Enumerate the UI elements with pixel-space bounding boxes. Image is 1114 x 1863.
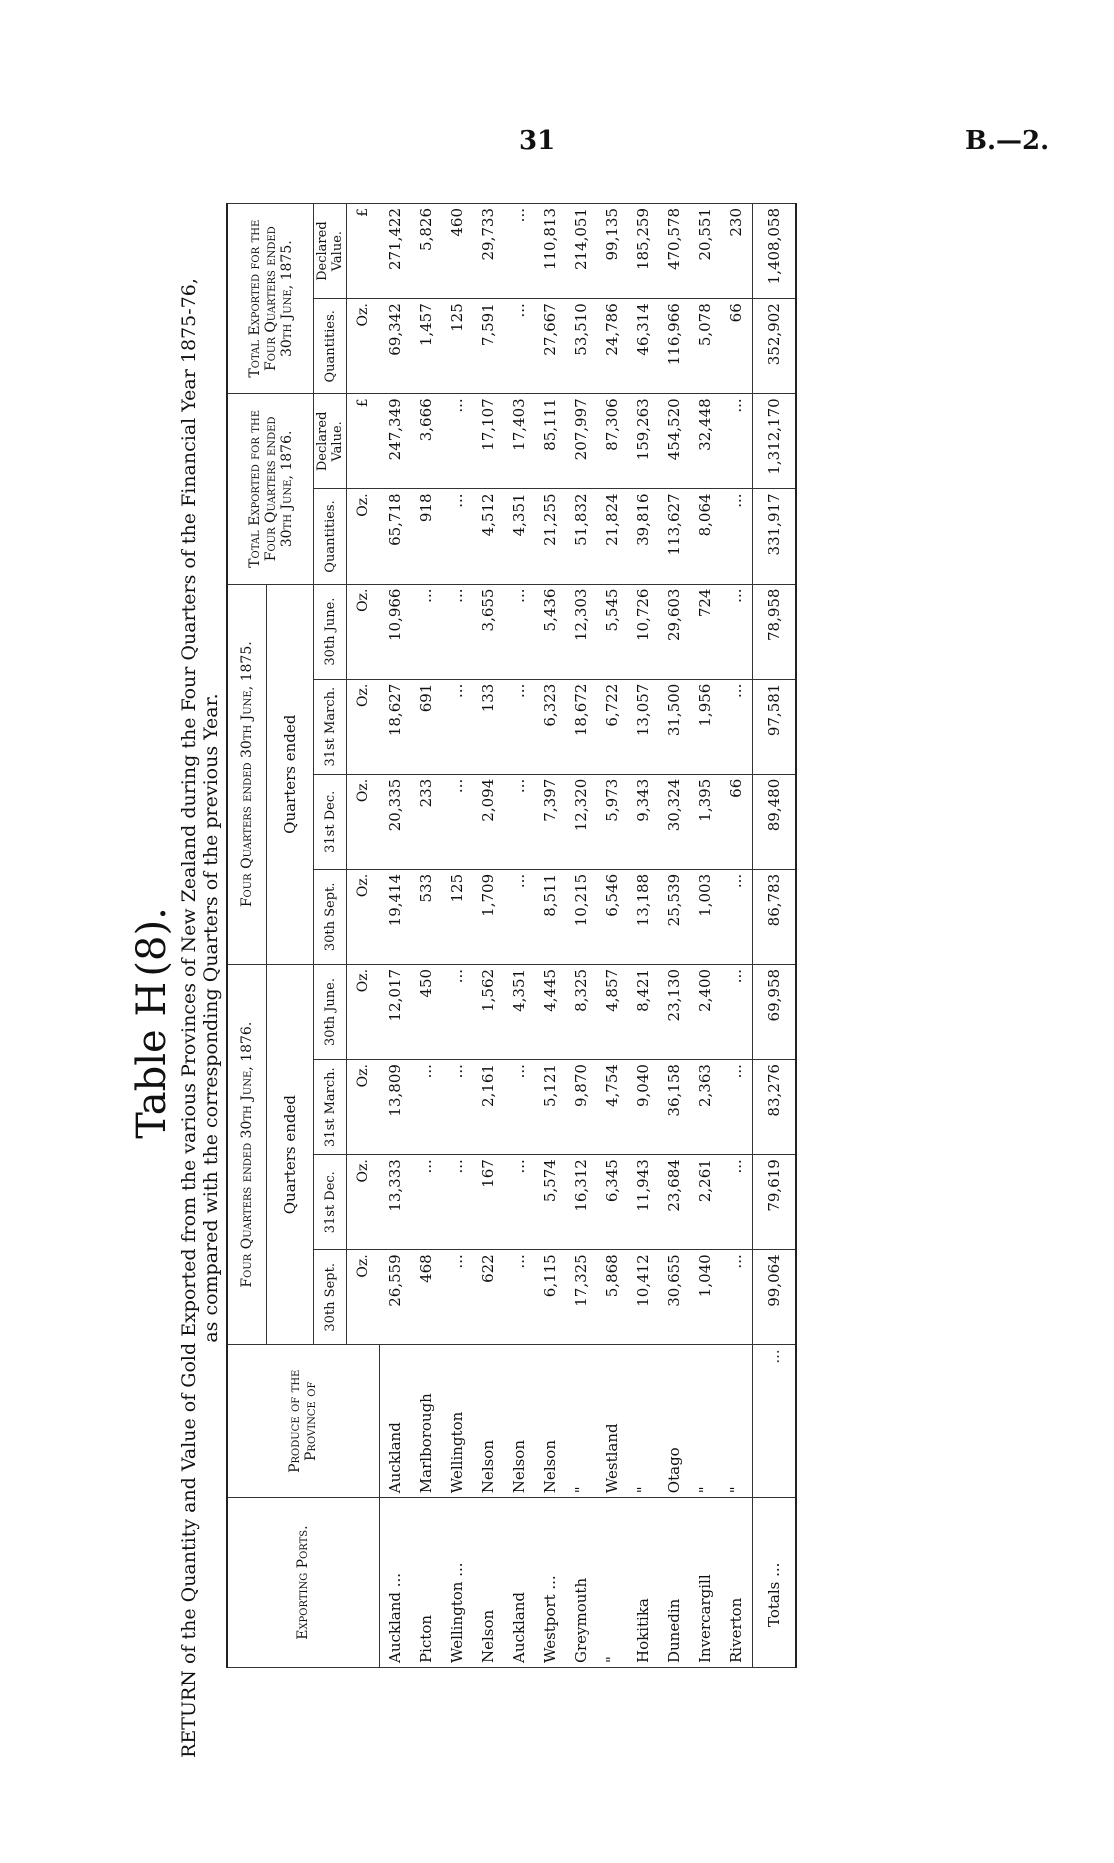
value-cell: 214,051 — [566, 204, 597, 299]
table-row — [721, 204, 753, 1668]
value-cell: ... — [504, 584, 535, 679]
header-quantities-1876: Quantities. — [314, 489, 347, 584]
value-cell: 10,726 — [628, 584, 659, 679]
value-cell: 20,551 — [690, 204, 721, 299]
value-cell: 9,870 — [566, 1060, 597, 1155]
value-cell: ... — [411, 1060, 442, 1155]
value-cell: ... — [721, 964, 753, 1059]
value-cell: 11,943 — [628, 1155, 659, 1250]
value-cell: ... — [411, 1155, 442, 1250]
value-cell: 13,188 — [628, 869, 659, 964]
value-cell: 21,255 — [535, 489, 566, 584]
value-cell: ... — [442, 964, 473, 1059]
header-q3-1875: 31st March. — [314, 679, 347, 774]
header-q4-1875: 30th June. — [314, 584, 347, 679]
value-cell: 8,511 — [535, 869, 566, 964]
province-cell: " — [566, 1345, 597, 1498]
value-cell: ... — [721, 1250, 753, 1345]
value-cell: 65,718 — [379, 489, 411, 584]
value-cell: 4,857 — [597, 964, 628, 1059]
value-cell: 3,655 — [473, 584, 504, 679]
header-total-1876: Total Exported for the Four Quarters ended 30th June, 1876. — [227, 394, 314, 584]
value-cell: 2,261 — [690, 1155, 721, 1250]
province-cell: " — [628, 1345, 659, 1498]
unit-pound: £ — [347, 394, 380, 489]
totals-province-dots: ... — [752, 1345, 796, 1498]
value-cell: ... — [442, 1250, 473, 1345]
table-row — [535, 204, 566, 1668]
value-cell: 13,809 — [379, 1060, 411, 1155]
value-cell: ... — [442, 1155, 473, 1250]
return-description-cont: as compared with the corresponding Quarters of the previous Year. — [200, 693, 222, 1343]
unit-oz: Oz. — [347, 584, 380, 679]
value-cell: 1,003 — [690, 869, 721, 964]
port-cell: Westport ... — [535, 1498, 566, 1668]
header-quarters-ended-1876: Quarters ended — [267, 964, 314, 1344]
value-cell: ... — [411, 584, 442, 679]
value-cell: 4,445 — [535, 964, 566, 1059]
value-cell: ... — [442, 774, 473, 869]
totals-cell: 1,312,170 — [752, 394, 796, 489]
value-cell: ... — [721, 1155, 753, 1250]
value-cell: 5,436 — [535, 584, 566, 679]
value-cell: 5,545 — [597, 584, 628, 679]
value-cell: 7,591 — [473, 299, 504, 394]
table-row — [628, 204, 659, 1668]
value-cell: 2,400 — [690, 964, 721, 1059]
value-cell: 53,510 — [566, 299, 597, 394]
rotated-sheet — [0, 183, 1114, 1863]
value-cell: 12,017 — [379, 964, 411, 1059]
value-cell: 87,306 — [597, 394, 628, 489]
value-cell: ... — [442, 584, 473, 679]
value-cell: 17,325 — [566, 1250, 597, 1345]
value-cell: 30,324 — [659, 774, 690, 869]
value-cell: 5,078 — [690, 299, 721, 394]
value-cell: 5,574 — [535, 1155, 566, 1250]
province-cell: " — [721, 1345, 753, 1498]
header-produce-province: Produce of the Province of — [227, 1345, 379, 1498]
province-cell: Otago — [659, 1345, 690, 1498]
province-cell: Nelson — [473, 1345, 504, 1498]
totals-cell: 86,783 — [752, 869, 796, 964]
table-row — [411, 204, 442, 1668]
header-four-quarters-1876: Four Quarters ended 30th June, 1876. — [227, 964, 267, 1344]
value-cell: 69,342 — [379, 299, 411, 394]
value-cell: ... — [721, 679, 753, 774]
port-cell: Auckland — [504, 1498, 535, 1668]
value-cell: 133 — [473, 679, 504, 774]
page-number: 31 — [519, 126, 556, 156]
value-cell: 27,667 — [535, 299, 566, 394]
value-cell: 233 — [411, 774, 442, 869]
value-cell: 6,722 — [597, 679, 628, 774]
value-cell: 4,512 — [473, 489, 504, 584]
value-cell: 125 — [442, 299, 473, 394]
header-value-1876: Declared Value. — [314, 394, 347, 489]
table-row — [597, 204, 628, 1668]
totals-cell: 69,958 — [752, 964, 796, 1059]
value-cell: 1,709 — [473, 869, 504, 964]
value-cell: ... — [442, 1060, 473, 1155]
port-cell: Invercargill — [690, 1498, 721, 1668]
value-cell: 36,158 — [659, 1060, 690, 1155]
value-cell: 2,363 — [690, 1060, 721, 1155]
header-total-1875: Total Exported for the Four Quarters ended 30th June, 1875. — [227, 204, 314, 394]
value-cell: 29,733 — [473, 204, 504, 299]
value-cell: 10,966 — [379, 584, 411, 679]
totals-cell: 89,480 — [752, 774, 796, 869]
value-cell: 13,333 — [379, 1155, 411, 1250]
table-row — [659, 204, 690, 1668]
port-cell: Nelson — [473, 1498, 504, 1668]
province-cell: Nelson — [535, 1345, 566, 1498]
port-cell: Auckland ... — [379, 1498, 411, 1668]
value-cell: 23,684 — [659, 1155, 690, 1250]
value-cell: 1,395 — [690, 774, 721, 869]
value-cell: 691 — [411, 679, 442, 774]
province-cell: Nelson — [504, 1345, 535, 1498]
value-cell: 2,161 — [473, 1060, 504, 1155]
value-cell: 13,057 — [628, 679, 659, 774]
value-cell: ... — [721, 584, 753, 679]
page-reference: B.—2. — [965, 126, 1050, 156]
value-cell: 4,351 — [504, 964, 535, 1059]
value-cell: 918 — [411, 489, 442, 584]
header-q1-1875: 30th Sept. — [314, 869, 347, 964]
port-cell: Hokitika — [628, 1498, 659, 1668]
header-q2-1875: 31st Dec. — [314, 774, 347, 869]
value-cell: 10,215 — [566, 869, 597, 964]
port-cell: Riverton — [721, 1498, 753, 1668]
value-cell: 1,562 — [473, 964, 504, 1059]
value-cell: 116,966 — [659, 299, 690, 394]
unit-oz: Oz. — [347, 1250, 380, 1345]
value-cell: 271,422 — [379, 204, 411, 299]
value-cell: 66 — [721, 774, 753, 869]
value-cell: ... — [504, 1155, 535, 1250]
value-cell: 2,094 — [473, 774, 504, 869]
value-cell: 17,403 — [504, 394, 535, 489]
totals-row — [752, 204, 796, 1668]
value-cell: 8,064 — [690, 489, 721, 584]
port-cell: Greymouth — [566, 1498, 597, 1668]
value-cell: ... — [504, 869, 535, 964]
value-cell: 460 — [442, 204, 473, 299]
table-heading — [130, 213, 174, 1833]
header-q3-1876: 31st March. — [314, 1060, 347, 1155]
unit-pound: £ — [347, 204, 380, 299]
value-cell: 18,627 — [379, 679, 411, 774]
value-cell: 1,040 — [690, 1250, 721, 1345]
port-cell: Dunedin — [659, 1498, 690, 1668]
value-cell: 454,520 — [659, 394, 690, 489]
table-row — [690, 204, 721, 1668]
value-cell: ... — [442, 489, 473, 584]
value-cell: 110,813 — [535, 204, 566, 299]
table-title-number: (8). — [129, 907, 175, 977]
totals-cell: 97,581 — [752, 679, 796, 774]
header-q1-1876: 30th Sept. — [314, 1250, 347, 1345]
value-cell: ... — [504, 299, 535, 394]
value-cell: 6,345 — [597, 1155, 628, 1250]
value-cell: 99,135 — [597, 204, 628, 299]
value-cell: 167 — [473, 1155, 504, 1250]
value-cell: 450 — [411, 964, 442, 1059]
totals-cell: 78,958 — [752, 584, 796, 679]
table-row — [442, 204, 473, 1668]
totals-cell: 79,619 — [752, 1155, 796, 1250]
value-cell: 17,107 — [473, 394, 504, 489]
header-four-quarters-1875: Four Quarters ended 30th June, 1875. — [227, 584, 267, 964]
value-cell: 7,397 — [535, 774, 566, 869]
value-cell: ... — [442, 679, 473, 774]
value-cell: 230 — [721, 204, 753, 299]
port-cell: Picton — [411, 1498, 442, 1668]
value-cell: ... — [721, 1060, 753, 1155]
header-q2-1876: 31st Dec. — [314, 1155, 347, 1250]
value-cell: 6,323 — [535, 679, 566, 774]
value-cell: 113,627 — [659, 489, 690, 584]
value-cell: 9,343 — [628, 774, 659, 869]
header-quantities-1875: Quantities. — [314, 299, 347, 394]
value-cell: 470,578 — [659, 204, 690, 299]
value-cell: 9,040 — [628, 1060, 659, 1155]
value-cell: 468 — [411, 1250, 442, 1345]
table-row — [504, 204, 535, 1668]
value-cell: 31,500 — [659, 679, 690, 774]
value-cell: 207,997 — [566, 394, 597, 489]
value-cell: 5,973 — [597, 774, 628, 869]
value-cell: ... — [504, 679, 535, 774]
value-cell: 8,421 — [628, 964, 659, 1059]
value-cell: 533 — [411, 869, 442, 964]
province-cell: " — [690, 1345, 721, 1498]
province-cell: Marlborough — [411, 1345, 442, 1498]
unit-oz: Oz. — [347, 774, 380, 869]
value-cell: 724 — [690, 584, 721, 679]
value-cell: ... — [721, 869, 753, 964]
value-cell: 32,448 — [690, 394, 721, 489]
province-cell: Auckland — [379, 1345, 411, 1498]
value-cell: 29,603 — [659, 584, 690, 679]
return-description: RETURN of the Quantity and Value of Gold Exported from the various Provinces of New Zealand during the Four Quarters of the Financial Year 1875-76, — [178, 278, 200, 1758]
header-exporting-ports: Exporting Ports. — [227, 1498, 379, 1668]
value-cell: 12,320 — [566, 774, 597, 869]
value-cell: 39,816 — [628, 489, 659, 584]
value-cell: 6,546 — [597, 869, 628, 964]
unit-oz: Oz. — [347, 679, 380, 774]
value-cell: 10,412 — [628, 1250, 659, 1345]
province-cell: Westland — [597, 1345, 628, 1498]
port-cell: Wellington ... — [442, 1498, 473, 1668]
value-cell: 247,349 — [379, 394, 411, 489]
value-cell: 46,314 — [628, 299, 659, 394]
table-body — [379, 204, 752, 1668]
unit-oz: Oz. — [347, 869, 380, 964]
totals-cell: 99,064 — [752, 1250, 796, 1345]
header-quarters-ended-1875: Quarters ended — [267, 584, 314, 964]
port-cell: " — [597, 1498, 628, 1668]
value-cell: ... — [504, 204, 535, 299]
value-cell: 125 — [442, 869, 473, 964]
value-cell: 5,868 — [597, 1250, 628, 1345]
value-cell: 51,832 — [566, 489, 597, 584]
value-cell: 185,259 — [628, 204, 659, 299]
value-cell: 622 — [473, 1250, 504, 1345]
value-cell: 20,335 — [379, 774, 411, 869]
value-cell: 8,325 — [566, 964, 597, 1059]
value-cell: 4,351 — [504, 489, 535, 584]
value-cell: 23,130 — [659, 964, 690, 1059]
value-cell: ... — [504, 1250, 535, 1345]
unit-oz: Oz. — [347, 1155, 380, 1250]
value-cell: 19,414 — [379, 869, 411, 964]
value-cell: 21,824 — [597, 489, 628, 584]
value-cell: ... — [504, 774, 535, 869]
value-cell: 66 — [721, 299, 753, 394]
table-title: Table H — [129, 981, 175, 1139]
totals-cell: 1,408,058 — [752, 204, 796, 299]
value-cell: 25,539 — [659, 869, 690, 964]
value-cell: ... — [504, 1060, 535, 1155]
table-row — [566, 204, 597, 1668]
unit-oz: Oz. — [347, 489, 380, 584]
value-cell: 85,111 — [535, 394, 566, 489]
value-cell: 5,121 — [535, 1060, 566, 1155]
gold-export-table — [226, 203, 797, 1668]
value-cell: 30,655 — [659, 1250, 690, 1345]
header-q4-1876: 30th June. — [314, 964, 347, 1059]
value-cell: ... — [721, 394, 753, 489]
header-value-1875: Declared Value. — [314, 204, 347, 299]
value-cell: 5,826 — [411, 204, 442, 299]
value-cell: ... — [721, 489, 753, 584]
value-cell: 1,457 — [411, 299, 442, 394]
value-cell: 159,263 — [628, 394, 659, 489]
unit-oz: Oz. — [347, 964, 380, 1059]
province-cell: Wellington — [442, 1345, 473, 1498]
value-cell: ... — [442, 394, 473, 489]
value-cell: 1,956 — [690, 679, 721, 774]
totals-cell: 352,902 — [752, 299, 796, 394]
totals-label: Totals ... — [752, 1498, 796, 1668]
value-cell: 12,303 — [566, 584, 597, 679]
value-cell: 26,559 — [379, 1250, 411, 1345]
table-row — [473, 204, 504, 1668]
value-cell: 18,672 — [566, 679, 597, 774]
totals-cell: 83,276 — [752, 1060, 796, 1155]
value-cell: 24,786 — [597, 299, 628, 394]
value-cell: 4,754 — [597, 1060, 628, 1155]
value-cell: 16,312 — [566, 1155, 597, 1250]
value-cell: 6,115 — [535, 1250, 566, 1345]
totals-cell: 331,917 — [752, 489, 796, 584]
unit-oz: Oz. — [347, 299, 380, 394]
table-row — [379, 204, 411, 1668]
unit-oz: Oz. — [347, 1060, 380, 1155]
value-cell: 3,666 — [411, 394, 442, 489]
